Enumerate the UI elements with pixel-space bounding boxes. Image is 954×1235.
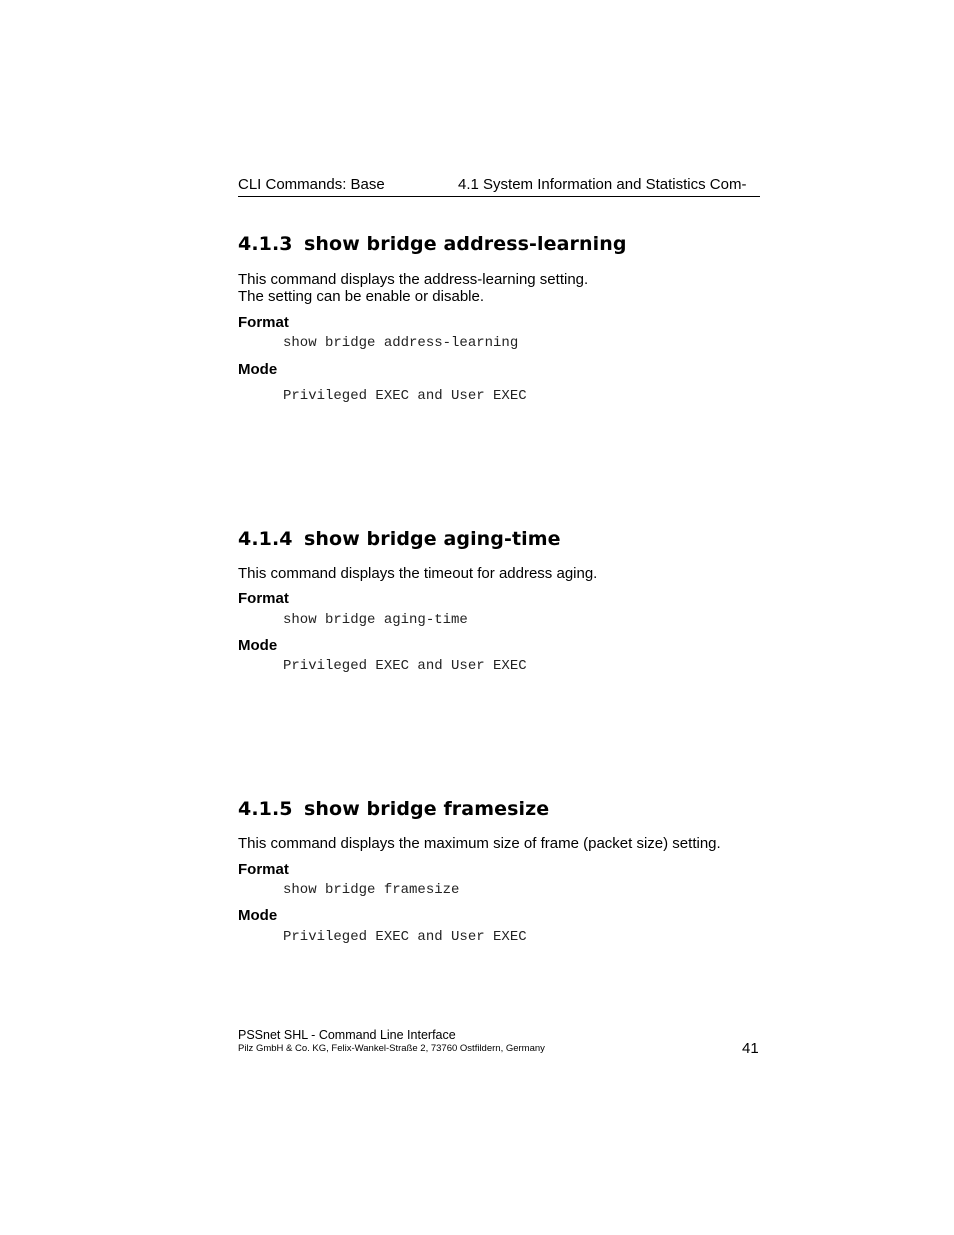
- section-description-line: This command displays the timeout for address aging.: [238, 565, 598, 582]
- section-description-line: This command displays the maximum size of frame (packet size) setting.: [238, 835, 721, 852]
- section-heading-4-1-4: [238, 528, 561, 550]
- format-command: show bridge framesize: [283, 882, 460, 898]
- footer-address: Pilz GmbH & Co. KG, Felix-Wankel-Straße 2, 73760 Ostfildern, Germany: [238, 1043, 545, 1054]
- mode-value: Privileged EXEC and User EXEC: [283, 658, 527, 674]
- section-number: 4.1.4: [238, 528, 293, 550]
- page-number: 41: [742, 1040, 759, 1057]
- mode-label: Mode: [238, 361, 278, 378]
- footer-title: PSSnet SHL - Command Line Interface: [238, 1028, 456, 1042]
- mode-label: Mode: [238, 637, 278, 654]
- format-label: Format: [238, 314, 289, 331]
- section-heading-4-1-3: [238, 233, 627, 255]
- section-description-line: The setting can be enable or disable.: [238, 288, 484, 305]
- section-title: show bridge aging-time: [304, 528, 561, 550]
- header-rule: [238, 196, 760, 197]
- section-number: 4.1.3: [238, 233, 293, 255]
- mode-label: Mode: [238, 907, 278, 924]
- running-header-right: 4.1 System Information and Statistics Com-: [458, 176, 747, 193]
- format-command: show bridge aging-time: [283, 612, 468, 628]
- mode-value: Privileged EXEC and User EXEC: [283, 388, 527, 404]
- section-description-line: This command displays the address-learning setting.: [238, 271, 589, 288]
- section-title: show bridge address-learning: [304, 233, 627, 255]
- section-number: 4.1.5: [238, 798, 293, 820]
- format-label: Format: [238, 861, 289, 878]
- mode-value: Privileged EXEC and User EXEC: [283, 929, 527, 945]
- format-command: show bridge address-learning: [283, 335, 519, 351]
- format-label: Format: [238, 590, 289, 607]
- running-header-left: CLI Commands: Base: [238, 176, 385, 193]
- section-heading-4-1-5: [238, 798, 549, 820]
- section-title: show bridge framesize: [304, 798, 550, 820]
